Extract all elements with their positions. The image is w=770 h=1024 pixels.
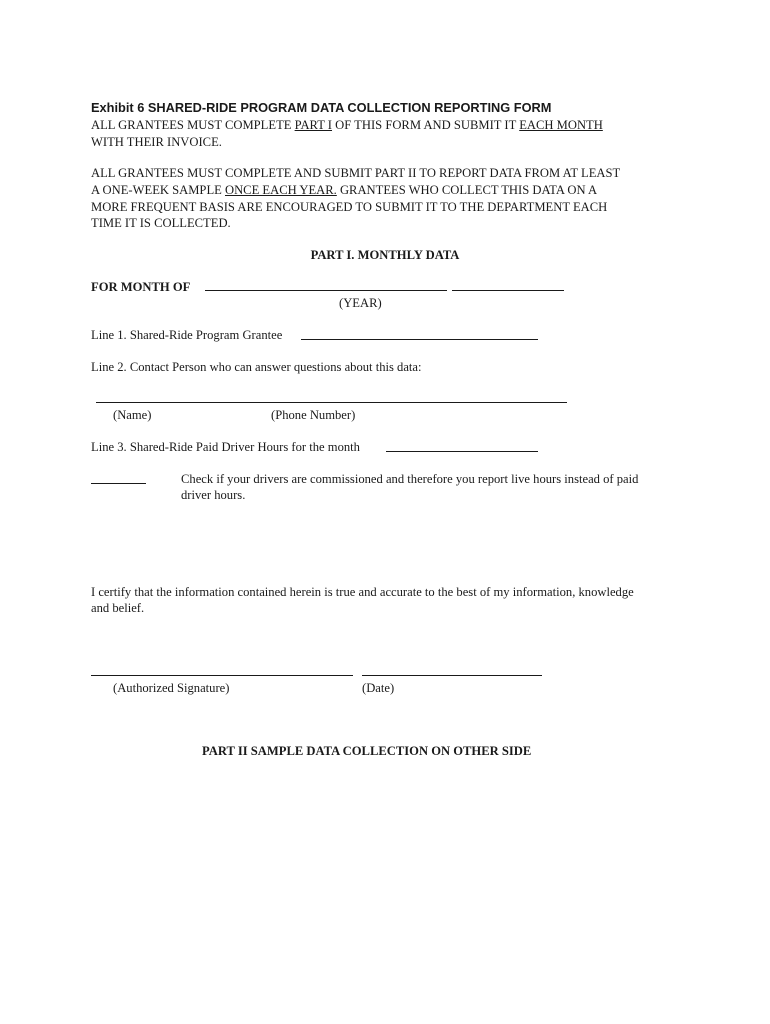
part2-note: PART II SAMPLE DATA COLLECTION ON OTHER SIDE (202, 744, 532, 758)
certify-text-line-1: I certify that the information contained herein is true and accurate to the best of my information, knowledge (91, 585, 634, 599)
intro-paragraph-2-line-3: MORE FREQUENT BASIS ARE ENCOURAGED TO SUBMIT IT TO THE DEPARTMENT EACH (91, 200, 608, 214)
line1-label: Line 1. Shared-Ride Program Grantee (91, 328, 283, 342)
intro2-once-each-year: ONCE EACH YEAR. (224, 183, 337, 197)
month-input-line[interactable] (205, 290, 447, 291)
commissioned-check-text-line-1: Check if your drivers are commissioned and therefore you report live hours instead of paid (181, 472, 639, 486)
part1-heading: PART I. MONTHLY DATA (310, 248, 460, 262)
for-month-label: FOR MONTH OF (91, 280, 191, 294)
commissioned-check-text-line-2: driver hours. (181, 488, 246, 502)
intro-paragraph-2-line-1: ALL GRANTEES MUST COMPLETE AND SUBMIT PART II TO REPORT DATA FROM AT LEAST (91, 166, 621, 180)
date-input-line[interactable] (362, 675, 542, 676)
intro-paragraph-1-line-2: WITH THEIR INVOICE. (91, 135, 222, 149)
year-label: (YEAR) (339, 296, 382, 310)
phone-number-label: (Phone Number) (271, 408, 356, 422)
driver-hours-input-line[interactable] (386, 451, 538, 452)
commissioned-check-line[interactable] (91, 483, 146, 484)
line2-label: Line 2. Contact Person who can answer questions about this data: (91, 360, 422, 374)
date-label: (Date) (362, 681, 395, 695)
authorized-signature-label: (Authorized Signature) (113, 681, 230, 695)
certify-text-line-2: and belief. (91, 601, 145, 615)
grantee-input-line[interactable] (301, 339, 538, 340)
signature-input-line[interactable] (91, 675, 353, 676)
intro2-text: A ONE-WEEK SAMPLE (91, 183, 225, 197)
intro1-text: ALL GRANTEES MUST COMPLETE (91, 118, 295, 132)
intro1-text-mid: OF THIS FORM AND SUBMIT IT (332, 118, 520, 132)
intro1-part1: PART I (294, 118, 333, 132)
line3-label: Line 3. Shared-Ride Paid Driver Hours for the month (91, 440, 360, 454)
intro2-text-post: GRANTEES WHO COLLECT THIS DATA ON A (336, 183, 598, 197)
intro-paragraph-1 (91, 117, 603, 134)
form-title: Exhibit 6 SHARED-RIDE PROGRAM DATA COLLECTION REPORTING FORM (91, 100, 552, 115)
year-input-line[interactable] (452, 290, 564, 291)
intro1-each-month: EACH MONTH (519, 118, 603, 132)
intro-paragraph-2-line-4: TIME IT IS COLLECTED. (91, 216, 231, 230)
name-label: (Name) (113, 408, 152, 422)
intro-paragraph-2-line-2 (91, 182, 597, 199)
contact-input-line[interactable] (96, 402, 567, 403)
